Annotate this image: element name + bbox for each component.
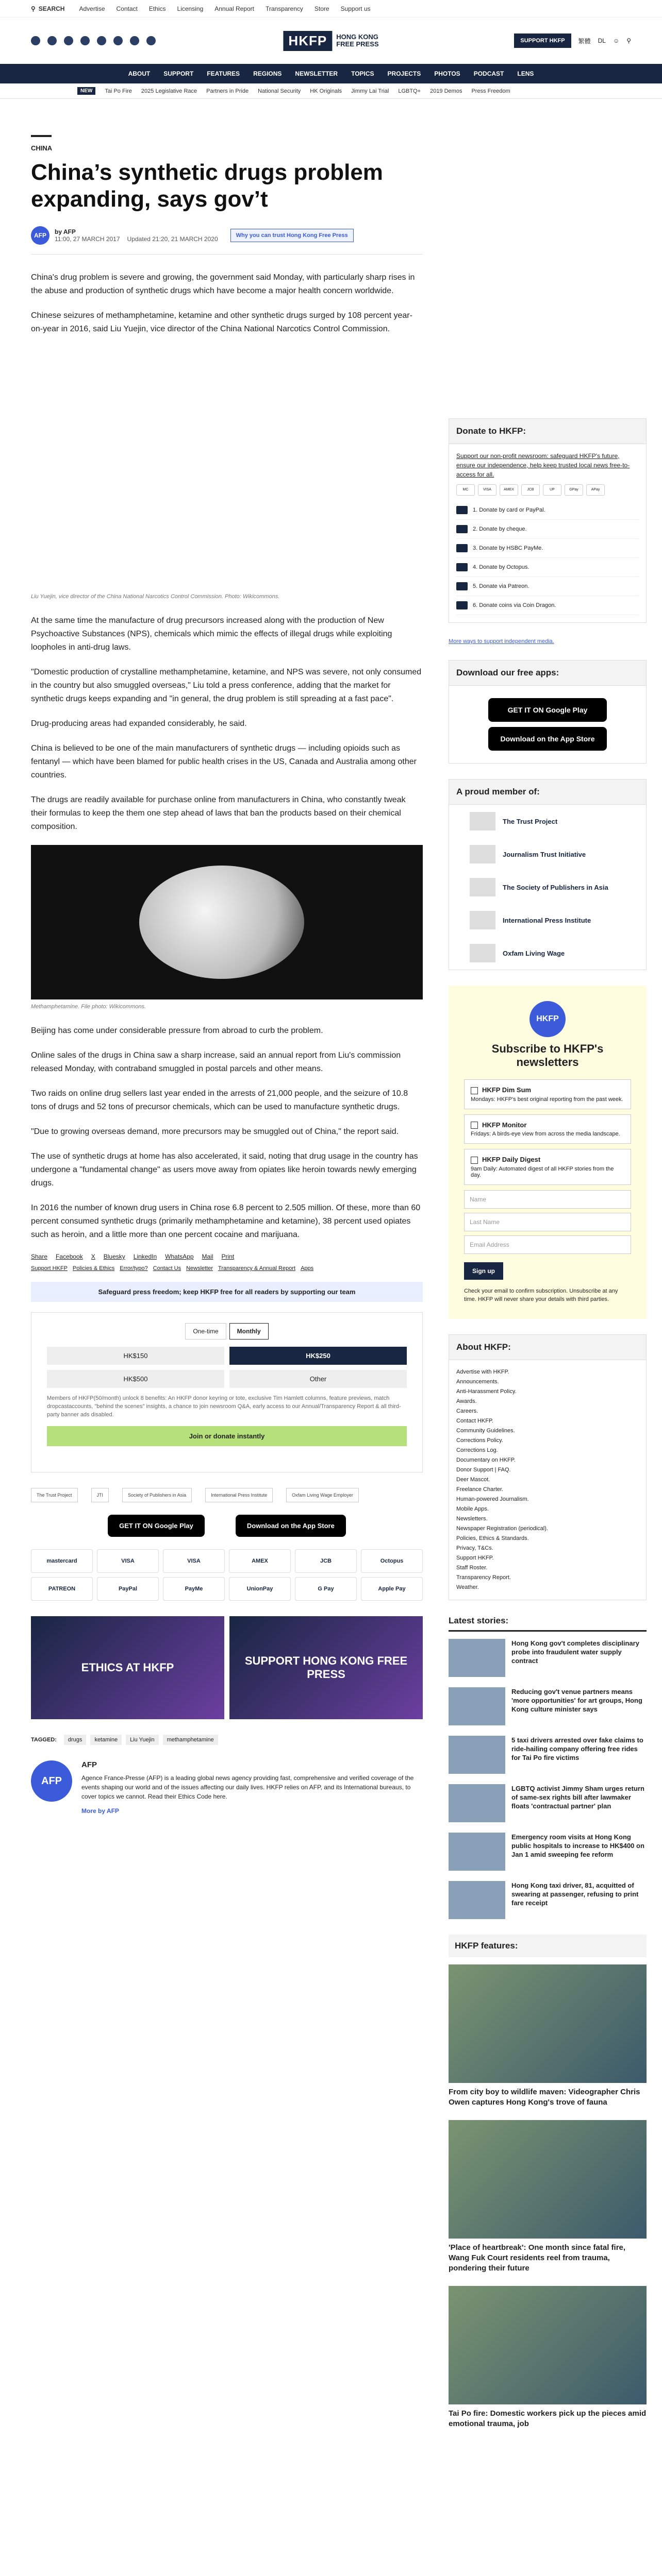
donate-text[interactable]: Support our non-profit newsroom: safeguard HKFP's future, ensure our independence, help keep trusted local news free-to-access for all. — [456, 452, 630, 478]
about-link[interactable]: Staff Roster. — [456, 1564, 488, 1571]
story-title: Reducing gov't venue partners means 'more opportunities' for art groups, Hong Kong culture minister says — [511, 1687, 642, 1713]
share-link[interactable]: LinkedIn — [133, 1253, 157, 1260]
member-badge[interactable]: Oxfam Living Wage Employer — [286, 1488, 359, 1502]
about-link[interactable]: Documentary on HKFP. — [456, 1456, 516, 1463]
payment-logo: PayPal — [97, 1577, 159, 1601]
author-bio: Agence France-Presse (AFP) is a leading global news agency providing fast, comprehensive and verified coverage of the events shaping our world and of the issues affecting our daily lives. HKFP relies on AFP, and its International bureaus, to cover topics we cannot. Read their Ethics Code here. — [81, 1774, 414, 1800]
payment-logo: VISA — [97, 1549, 159, 1573]
donate-way-item[interactable] — [456, 596, 639, 615]
about-link[interactable]: Freelance Charter. — [456, 1486, 504, 1493]
nav-item[interactable]: FEATURES — [207, 70, 240, 77]
publish-date: 11:00, 27 MARCH 2017 — [55, 235, 120, 243]
nav-item[interactable]: LENS — [517, 70, 534, 77]
about-box — [449, 1334, 647, 1600]
member-org[interactable] — [449, 871, 646, 904]
feature-image — [449, 1964, 647, 2083]
story-thumbnail — [449, 1881, 505, 1919]
feature-image — [449, 2286, 647, 2404]
nav-item[interactable]: TOPICS — [351, 70, 374, 77]
author-avatar[interactable]: AFP — [31, 226, 49, 245]
nav-item[interactable]: PROJECTS — [387, 70, 421, 77]
about-link[interactable]: Deer Mascot. — [456, 1476, 490, 1483]
about-link[interactable]: Newspaper Registration (periodical). — [456, 1525, 548, 1532]
newsletter-name — [471, 1086, 624, 1094]
donate-way-item[interactable] — [456, 558, 639, 577]
member-badge[interactable]: The Trust Project — [31, 1488, 78, 1502]
x-icon[interactable] — [47, 36, 57, 45]
amount-option-other[interactable]: Other — [229, 1370, 407, 1388]
latest-story[interactable] — [449, 1784, 647, 1822]
google-play-badge[interactable]: GET IT ON Google Play — [488, 698, 607, 722]
social-icons — [31, 36, 156, 45]
payment-logo: PATREON — [31, 1577, 93, 1601]
feature-title: 'Place of heartbreak': One month since fatal fire, Wang Fuk Court residents reel from trauma, pondering their future — [449, 2243, 626, 2273]
newsletter-name-text: HKFP Dim Sum — [482, 1086, 532, 1094]
story-thumbnail — [449, 1833, 505, 1871]
about-link[interactable]: Newsletters. — [456, 1515, 488, 1522]
newsletter-box — [449, 986, 647, 1319]
feature-title: Tai Po fire: Domestic workers pick up the pieces amid emotional trauma, job — [449, 2409, 647, 2428]
utility-link[interactable]: Ethics — [148, 5, 166, 12]
donate-way-label: 3. Donate by HSBC PayMe. — [473, 545, 543, 551]
support-banner[interactable]: SUPPORT HONG KONG FREE PRESS — [229, 1616, 423, 1719]
share-bar — [31, 1253, 423, 1260]
about-link[interactable]: Careers. — [456, 1408, 478, 1414]
join-button[interactable]: Join or donate instantly — [47, 1426, 407, 1446]
article-paragraph: China is believed to be one of the main manufacturers of synthetic drugs — including opioids such as fentanyl — which have been blamed for public health crises in the US, Canada and Australia among other countries. — [31, 744, 417, 779]
latest-story[interactable] — [449, 1736, 647, 1774]
article-paragraph: "Domestic production of crystalline methamphetamine, ketamine, and NPS was severe, not only consumed in the country but also smuggled overseas," Liu told a press conference, adding that the market for synthetic drugs keeps expanding and "in general, the drug problem is still spreading at a fast pace". — [31, 668, 422, 703]
policy-link[interactable]: Policies & Ethics — [72, 1265, 115, 1272]
newsletter-option[interactable] — [464, 1114, 631, 1144]
story-thumbnail — [449, 1639, 505, 1677]
top-utility-bar — [0, 0, 662, 18]
newsletter-desc: Mondays: HKFP's best original reporting from the past week. — [471, 1096, 623, 1103]
amount-option[interactable]: HK$150 — [47, 1347, 224, 1365]
user-icon[interactable]: ☺ — [613, 37, 620, 44]
about-link[interactable]: Policies, Ethics & Standards. — [456, 1535, 529, 1541]
article-main — [31, 99, 423, 2442]
article-paragraph: Two raids on online drug sellers last year ended in the arrests of 21,000 people, and the seizure of 10.8 tons of drugs and 52 tons of precursor chemicals, which can be used to manufacture synthetic drugs. — [31, 1089, 408, 1111]
ticker-link[interactable]: LGBTQ+ — [398, 88, 421, 94]
feature-title: From city boy to wildlife maven: Videographer Chris Owen captures Hong Kong's trove of fauna — [449, 2087, 640, 2107]
about-link[interactable]: Weather. — [456, 1584, 479, 1590]
nav-item[interactable]: PODCAST — [473, 70, 504, 77]
author-box-name[interactable]: AFP — [81, 1760, 97, 1769]
policy-link[interactable]: Contact Us — [153, 1265, 181, 1272]
member-logo — [470, 944, 495, 962]
article-image-portrait — [31, 347, 423, 589]
newsletter-desc: Fridays: A birds-eye view from across the media landscape. — [471, 1131, 620, 1138]
article-paragraph: In 2016 the number of known drug users in China rose 6.8 percent to 2.505 million. Of these, more than 60 percent consumed synthetic drugs (primarily methamphetamine and ketamine), 38 percent used opiates such as heroin, and a little more than one percent cocaine and marijuana. — [31, 1204, 421, 1239]
support-hkfp-button[interactable]: SUPPORT HKFP — [514, 33, 571, 48]
feature-story[interactable] — [449, 2120, 647, 2274]
tab-one-time[interactable]: One-time — [185, 1323, 226, 1340]
about-link[interactable]: Community Guidelines. — [456, 1427, 515, 1434]
latest-story[interactable] — [449, 1639, 647, 1677]
member-badge[interactable]: International Press Institute — [205, 1488, 273, 1502]
ethics-banner[interactable]: ETHICS AT HKFP — [31, 1616, 224, 1719]
about-link[interactable]: Contact HKFP. — [456, 1417, 493, 1424]
article-body-2 — [31, 614, 423, 834]
amount-option[interactable]: HK$500 — [47, 1370, 224, 1388]
amount-option-selected[interactable]: HK$250 — [229, 1347, 407, 1365]
rss-icon[interactable] — [146, 36, 156, 45]
image-caption: Liu Yuejin, vice director of the China National Narcotics Control Commission. Photo: Wikicommons. — [31, 594, 280, 600]
article-paragraph: Chinese seizures of methamphetamine, ketamine and other synthetic drugs surged by 108 percent year-on-year in 2016, said Liu Yuejin, vice director of the China National Narcotics Control Commission. — [31, 311, 412, 333]
newsletter-name — [471, 1156, 624, 1164]
consent-text: Check your email to confirm subscription. Unsubscribe at any time. HKFP will never share your details with third parties. — [464, 1287, 618, 1302]
card-icons — [456, 484, 639, 496]
donate-way-item[interactable] — [456, 577, 639, 596]
payment-logo: PayMe — [163, 1577, 225, 1601]
tags-row — [31, 1735, 423, 1745]
trust-button[interactable]: Why you can trust Hong Kong Free Press — [230, 229, 354, 242]
author-box — [31, 1760, 423, 1816]
youtube-icon[interactable] — [97, 36, 106, 45]
byline — [31, 226, 423, 255]
story-title: Hong Kong taxi driver, 81, acquitted of swearing at passenger, refusing to print fare receipt — [511, 1881, 639, 1907]
site-logo[interactable]: HKFP HONG KONG FREE PRESS — [283, 31, 378, 51]
tag[interactable]: methamphetamine — [163, 1735, 218, 1745]
main-navigation — [0, 64, 662, 83]
payment-icon — [456, 563, 468, 571]
member-name: Oxfam Living Wage — [503, 949, 565, 957]
safeguard-banner[interactable]: Safeguard press freedom; keep HKFP free for all readers by supporting our team — [31, 1282, 423, 1302]
utility-links — [79, 5, 370, 12]
member-box — [449, 779, 647, 970]
policy-link[interactable]: Error/typo? — [120, 1265, 148, 1272]
ticker-link[interactable]: 2025 Legislative Race — [141, 88, 197, 94]
payment-logo: mastercard — [31, 1549, 93, 1573]
about-link[interactable]: Support HKFP. — [456, 1554, 494, 1561]
dl-link[interactable]: DL — [598, 37, 606, 44]
share-link[interactable]: Mail — [202, 1253, 213, 1260]
threads-icon[interactable] — [80, 36, 90, 45]
payment-icon — [456, 525, 468, 533]
ticker-link[interactable]: National Security — [258, 88, 301, 94]
ticker-nav — [0, 83, 662, 99]
promo-banners — [31, 1616, 423, 1719]
donate-way-label: 1. Donate by card or PayPal. — [473, 507, 545, 513]
article-body-3 — [31, 1024, 423, 1242]
story-title: Hong Kong gov't completes disciplinary probe into fraudulent water supply contract — [511, 1639, 639, 1665]
card-logo: VISA — [478, 484, 496, 496]
nav-item[interactable]: REGIONS — [253, 70, 282, 77]
donate-way-label: 4. Donate by Octopus. — [473, 564, 529, 570]
member-name: The Society of Publishers in Asia — [503, 883, 608, 891]
feature-story[interactable] — [449, 2286, 647, 2429]
payment-logo: G Pay — [295, 1577, 357, 1601]
policy-links — [31, 1265, 423, 1272]
about-link[interactable]: Corrections Policy. — [456, 1437, 503, 1444]
instagram-icon[interactable] — [64, 36, 73, 45]
utility-link[interactable]: Transparency — [265, 5, 303, 12]
card-logo: MC — [456, 484, 475, 496]
newsletter-name-text: HKFP Monitor — [482, 1121, 527, 1129]
donation-widget — [31, 1312, 423, 1472]
article-paragraph: At the same time the manufacture of drug precursors increased along with the production of New Psychoactive Substances (NPS), chemicals which mimic the effects of illegal drugs while exploiting loopholes in anti-drug laws. — [31, 616, 392, 652]
about-link[interactable]: Advertise with HKFP. — [456, 1368, 509, 1375]
nav-item[interactable]: PHOTOS — [434, 70, 460, 77]
app-store-button[interactable]: Download on the App Store — [236, 1515, 346, 1537]
member-name: International Press Institute — [503, 916, 591, 924]
share-link[interactable]: Facebook — [56, 1253, 83, 1260]
sign-up-button[interactable]: Sign up — [464, 1262, 503, 1280]
payment-icon — [456, 506, 468, 514]
about-title: About HKFP: — [449, 1335, 646, 1360]
article-body-1 — [31, 271, 423, 336]
utility-link[interactable]: Annual Report — [214, 5, 254, 12]
story-thumbnail — [449, 1736, 505, 1774]
member-name: The Trust Project — [503, 817, 558, 825]
apps-title: Download our free apps: — [449, 660, 646, 686]
utility-link[interactable]: Advertise — [79, 5, 105, 12]
story-title: 5 taxi drivers arrested over fake claims to ride-hailing company offering free rides for Tai Po fire victims — [511, 1736, 643, 1761]
about-link[interactable]: Transparency Report. — [456, 1574, 511, 1581]
payment-methods — [31, 1549, 423, 1601]
donate-way-label: 2. Donate by cheque. — [473, 526, 527, 532]
article-paragraph: China's drug problem is severe and growing, the government said Monday, with particularly sharp rises in the abuse and production of synthetic drugs which have become a major health concern worldwide. — [31, 273, 415, 295]
member-logo — [470, 878, 495, 896]
card-logo: JCB — [521, 484, 540, 496]
author-avatar-large[interactable]: AFP — [31, 1760, 72, 1802]
newsletter-checkbox[interactable] — [471, 1122, 478, 1129]
payment-logo: Octopus — [361, 1549, 423, 1573]
latest-story[interactable] — [449, 1881, 647, 1919]
member-org[interactable] — [449, 838, 646, 871]
payment-icon — [456, 544, 468, 552]
share-link[interactable]: Share — [31, 1253, 48, 1260]
article-paragraph: Drug-producing areas had expanded considerably, he said. — [31, 719, 247, 728]
latest-story[interactable] — [449, 1687, 647, 1725]
donate-box — [449, 418, 647, 623]
article-paragraph: The use of synthetic drugs at home has also accelerated, it said, noting that drug usage in the country has undergone a "fundamental change" as users move away from opiates like heroin towards newly emerging drugs. — [31, 1152, 418, 1188]
member-badge[interactable]: JTI — [91, 1488, 109, 1502]
name-field[interactable]: Name — [464, 1190, 631, 1209]
member-org[interactable] — [449, 937, 646, 970]
about-link[interactable]: Corrections Log. — [456, 1447, 498, 1453]
category-label[interactable]: CHINA — [31, 135, 52, 152]
story-title: LGBTQ activist Jimmy Sham urges return of same-sex rights bill after lawmaker floats 'contractual partner' plan — [511, 1784, 644, 1810]
apps-box — [449, 660, 647, 764]
tags-label: TAGGED: — [31, 1737, 57, 1743]
card-logo: APay — [586, 484, 605, 496]
ticker-link[interactable]: Jimmy Lai Trial — [351, 88, 389, 94]
article-paragraph: Online sales of the drugs in China saw a sharp increase, said an annual report from Liu's commission released Monday, with contraband smuggled in postal parcels and other means. — [31, 1051, 401, 1073]
article-paragraph: The drugs are readily available for purchase online from manufacturers in China, who constantly tweak their formulas to keep the them one step ahead of laws that ban the products based on their chemical composition. — [31, 795, 406, 831]
about-link[interactable]: Donor Support | FAQ. — [456, 1466, 511, 1473]
utility-link[interactable]: Contact — [116, 5, 138, 12]
about-link[interactable]: Privacy, T&Cs. — [456, 1545, 493, 1551]
feature-story[interactable] — [449, 1964, 647, 2108]
ticker-link[interactable]: Tai Po Fire — [105, 88, 132, 94]
latest-title: Latest stories: — [449, 1616, 647, 1632]
about-link[interactable]: Awards. — [456, 1398, 477, 1404]
article-image-drugs — [31, 845, 423, 999]
newsletter-option[interactable] — [464, 1079, 631, 1109]
author-name[interactable]: by AFP — [55, 228, 76, 235]
utility-link[interactable]: Support us — [340, 5, 371, 12]
about-link[interactable]: Announcements. — [456, 1378, 499, 1385]
payment-logo: VISA — [163, 1549, 225, 1573]
member-title: A proud member of: — [449, 779, 646, 805]
payment-icon — [456, 582, 468, 590]
member-logo — [470, 911, 495, 929]
utility-link[interactable]: Store — [314, 5, 329, 12]
newsletter-name-text: HKFP Daily Digest — [482, 1156, 541, 1164]
tab-monthly[interactable]: Monthly — [229, 1323, 269, 1340]
site-header — [0, 18, 662, 64]
card-logo: GPay — [565, 484, 583, 496]
ticker-link[interactable]: Press Freedom — [471, 88, 510, 94]
donate-way-item[interactable] — [456, 501, 639, 520]
article-paragraph: "Due to growing overseas demand, more precursors may be smuggled out of China," the report said. — [31, 1127, 399, 1136]
app-store-badge[interactable]: Download on the App Store — [488, 727, 607, 751]
features-box — [449, 1935, 647, 2429]
latest-story[interactable] — [449, 1833, 647, 1871]
more-by-author-link[interactable]: More by AFP — [81, 1807, 119, 1815]
newsletter-option[interactable] — [464, 1149, 631, 1185]
member-name: Journalism Trust Initiative — [503, 850, 586, 858]
latest-stories — [449, 1616, 647, 1919]
story-title: Emergency room visits at Hong Kong public hospitals to increase to HK$400 on Jan 1 amid sweeping fee reform — [511, 1833, 644, 1858]
language-link[interactable]: 繁體 — [578, 37, 591, 45]
member-org[interactable] — [449, 904, 646, 937]
ticker-link[interactable]: 2019 Demos — [430, 88, 462, 94]
payment-logo: JCB — [295, 1549, 357, 1573]
nav-item[interactable]: SUPPORT — [163, 70, 194, 77]
email-field[interactable]: Email Address — [464, 1235, 631, 1254]
newsletter-name — [471, 1121, 624, 1129]
donate-title: Donate to HKFP: — [449, 419, 646, 444]
newsletter-desc: 9am Daily: Automated digest of all HKFP stories from the day. — [471, 1165, 614, 1178]
linkedin-icon[interactable] — [113, 36, 123, 45]
utility-link[interactable]: Licensing — [177, 5, 204, 12]
donate-way-label: 5. Donate via Patreon. — [473, 583, 529, 589]
search-icon[interactable]: ⚲ — [626, 37, 631, 44]
share-link[interactable]: Print — [221, 1253, 235, 1260]
story-thumbnail — [449, 1687, 505, 1725]
payment-logo: UnionPay — [229, 1577, 291, 1601]
payment-icon — [456, 601, 468, 609]
hkfp-logo-circle: HKFP — [529, 1001, 566, 1037]
ticker-link[interactable]: Partners in Pride — [206, 88, 249, 94]
payment-logo: Apple Pay — [361, 1577, 423, 1601]
policy-link[interactable]: Newsletter — [186, 1265, 213, 1272]
about-link[interactable]: Mobile Apps. — [456, 1505, 489, 1512]
nav-item[interactable]: NEWSLETTER — [295, 70, 338, 77]
image-caption: Methamphetamine. File photo: Wikicommons. — [31, 1004, 146, 1010]
donate-way-item[interactable] — [456, 520, 639, 539]
policy-link[interactable]: Transparency & Annual Report — [218, 1265, 296, 1272]
google-play-button[interactable]: GET IT ON Google Play — [108, 1515, 205, 1537]
member-benefits: Members of HKFP(50/month) unlock 8 benefits: An HKFP donor keyring or tote, exclusive Tim Hamlett columns, feature previews, match dropcastaccounts, "behind the scenes" insights, a chance to join newsroom Q&A, early access to our Annual/Transparency Report & all third-party banner ads disabled. — [47, 1395, 401, 1418]
newsletter-checkbox[interactable] — [471, 1157, 478, 1164]
card-logo: AMEX — [500, 484, 518, 496]
updated-date: Updated 21:20, 21 MARCH 2020 — [127, 235, 218, 243]
about-link[interactable]: Human-powered Journalism. — [456, 1496, 529, 1502]
app-store-buttons — [31, 1515, 423, 1537]
policy-link[interactable]: Apps — [301, 1265, 314, 1272]
donate-way-item[interactable] — [456, 539, 639, 558]
member-logo — [470, 845, 495, 863]
card-logo: UP — [543, 484, 561, 496]
search-button[interactable]: ⚲ SEARCH — [31, 5, 65, 12]
sidebar — [449, 99, 647, 2442]
ticker-link[interactable]: HK Originals — [310, 88, 342, 94]
member-badges — [31, 1488, 423, 1502]
policy-link[interactable]: Support HKFP — [31, 1265, 68, 1272]
telegram-icon[interactable] — [130, 36, 139, 45]
share-link[interactable]: WhatsApp — [165, 1253, 194, 1260]
feature-image — [449, 2120, 647, 2239]
last-name-field[interactable]: Last Name — [464, 1213, 631, 1231]
newsletter-checkbox[interactable] — [471, 1087, 478, 1094]
member-logo — [470, 812, 495, 831]
newsletter-title: Subscribe to HKFP's newsletters — [491, 1042, 604, 1069]
facebook-icon[interactable] — [31, 36, 40, 45]
member-badge[interactable]: Society of Publishers in Asia — [122, 1488, 192, 1502]
features-title: HKFP features: — [449, 1935, 647, 1957]
share-link[interactable]: Bluesky — [103, 1253, 125, 1260]
tag[interactable]: drugs — [64, 1735, 87, 1745]
search-icon: ⚲ — [31, 5, 36, 12]
article-paragraph: Beijing has come under considerable pressure from abroad to curb the problem. — [31, 1026, 323, 1035]
header-right — [514, 33, 631, 48]
about-link[interactable]: Anti-Harassment Policy. — [456, 1388, 517, 1395]
article-title: China’s synthetic drugs problem expanding, says gov’t — [31, 160, 383, 212]
more-ways-link[interactable]: More ways to support independent media. — [449, 638, 554, 645]
nav-item[interactable]: ABOUT — [128, 70, 151, 77]
donate-way-label: 6. Donate coins via Coin Dragon. — [473, 602, 556, 608]
payment-logo: AMEX — [229, 1549, 291, 1573]
tag[interactable]: ketamine — [90, 1735, 122, 1745]
tag[interactable]: Liu Yuejin — [126, 1735, 159, 1745]
member-org[interactable] — [449, 805, 646, 838]
new-badge: NEW — [77, 87, 95, 95]
share-link[interactable]: X — [91, 1253, 95, 1260]
story-thumbnail — [449, 1784, 505, 1822]
